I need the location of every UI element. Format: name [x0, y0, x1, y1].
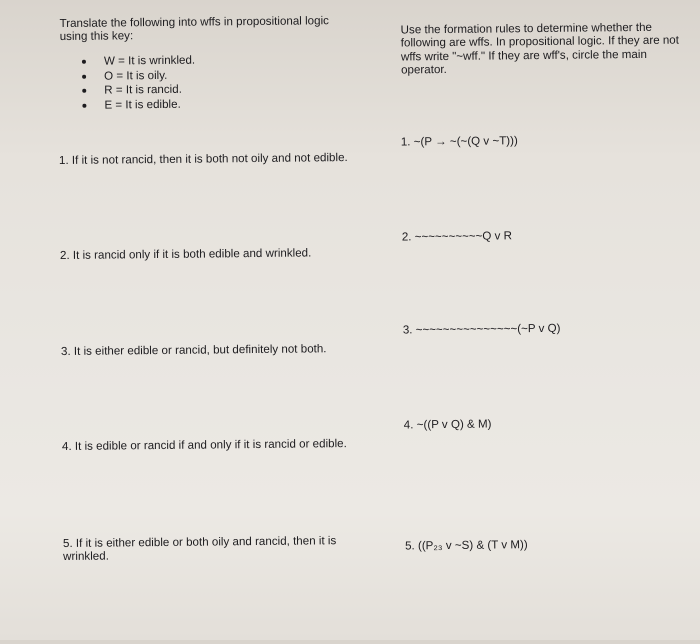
key-item-o: O = It is oily. [82, 68, 195, 84]
key-item-r: R = It is rancid. [82, 83, 195, 99]
key-item-e: E = It is edible. [82, 97, 195, 113]
formula-2: 2. ~~~~~~~~~~Q v R [401, 229, 513, 244]
translation-question-1: 1. If it is not rancid, then it is both not oily and not edible. [58, 151, 348, 168]
translation-question-4: 4. It is edible or rancid if and only if it is rancid or edible. [61, 437, 347, 454]
translation-question-2: 2. It is rancid only if it is both edible and wrinkled. [59, 246, 312, 263]
translation-question-3: 3. It is either edible or rancid, but definitely not both. [60, 342, 327, 359]
instructions-left: Translate the following into wffs in propositional logic using this key: [59, 14, 329, 44]
translation-question-5: 5. If it is either edible or both oily and rancid, then it is wrinkled. [62, 534, 337, 564]
formula-4: 4. ~((P v Q) & M) [403, 417, 492, 432]
symbol-key-list [82, 54, 196, 114]
instructions-right: Use the formation rules to determine whether the following are wffs. In propositional logic. If they are not wffs write "~wff." If they are wff's, circle the main operator. [400, 20, 680, 77]
formula-3: 3. ~~~~~~~~~~~~~~~(~P v Q) [402, 321, 561, 337]
formula-1: 1. ~(P → ~(~(Q v ~T))) [400, 134, 518, 149]
formula-5: 5. ((P₂₃ v ~S) & (T v M)) [404, 538, 528, 553]
key-item-w: W = It is wrinkled. [82, 54, 195, 70]
